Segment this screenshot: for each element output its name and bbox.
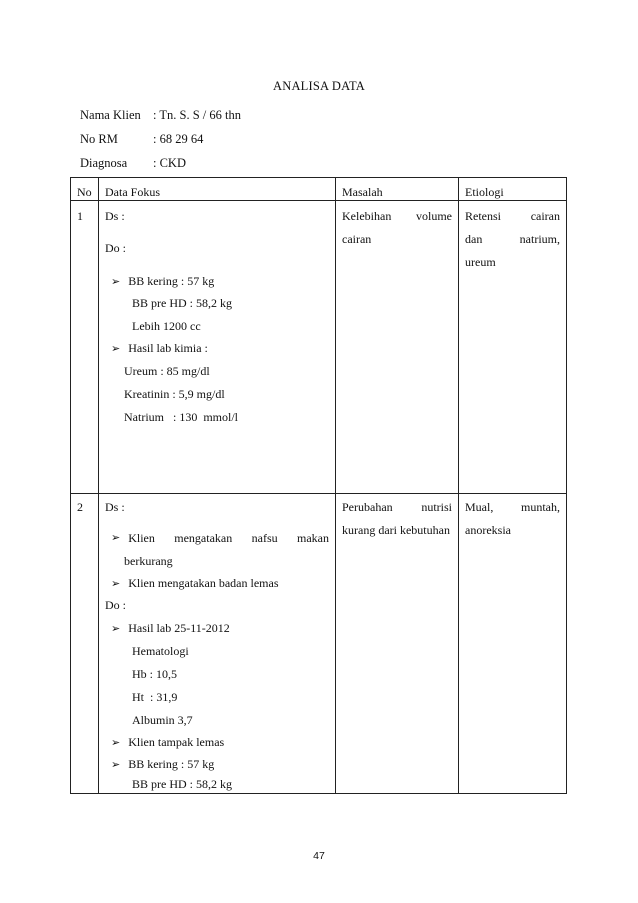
ds-label: Ds :	[105, 209, 125, 223]
etiologi-cell	[459, 201, 567, 494]
bullet-item: ➢ Klien tampak lemas	[111, 735, 224, 750]
detail-line: Hb : 10,5	[132, 667, 177, 681]
do-label: Do :	[105, 598, 126, 612]
masalah-line: cairan	[342, 232, 372, 246]
row-number-cell	[71, 201, 99, 494]
bullet-continuation: berkurang	[124, 554, 173, 568]
bullet-item: ➢ Hasil lab kimia :	[111, 341, 208, 356]
table-row	[71, 494, 567, 794]
lab-line: Ureum : 85 mg/dl	[124, 364, 210, 378]
table-row	[71, 201, 567, 494]
row-number: 1	[77, 209, 83, 223]
bullet-item: ➢ BB kering : 57 kg	[111, 757, 214, 772]
masalah-cell	[336, 201, 459, 494]
bullet-item: ➢ Hasil lab 25-11-2012	[111, 621, 230, 636]
info-no-rm	[80, 132, 203, 147]
header-etiologi: Etiologi	[459, 178, 567, 201]
info-value: : CKD	[153, 156, 186, 170]
detail-line: BB pre HD : 58,2 kg	[132, 296, 232, 310]
info-label: No RM	[80, 132, 118, 146]
data-fokus-cell	[99, 494, 336, 794]
header-masalah: Masalah	[336, 178, 459, 201]
do-label: Do :	[105, 241, 126, 255]
bullet-item: ➢ Klien mengatakan badan lemas	[111, 576, 279, 591]
header-data-fokus: Data Fokus	[99, 178, 336, 201]
detail-line: Ht : 31,9	[132, 690, 178, 704]
detail-line: Lebih 1200 cc	[132, 319, 201, 333]
masalah-line: Perubahan nutrisi	[342, 500, 452, 514]
header-no: No	[71, 178, 99, 201]
etiologi-cell	[459, 494, 567, 794]
analysis-table	[70, 177, 567, 794]
data-fokus-cell	[99, 201, 336, 494]
info-label: Diagnosa	[80, 156, 128, 170]
bullet-item: ➢ BB kering : 57 kg	[111, 274, 214, 289]
lab-line: Natrium : 130 mmol/l	[124, 410, 238, 424]
detail-line: BB pre HD : 58,2 kg	[132, 777, 232, 791]
detail-line: Hematologi	[132, 644, 189, 658]
etiologi-line: Retensi cairan	[465, 209, 560, 223]
info-value: : 68 29 64	[153, 132, 204, 146]
page-number: 47	[313, 850, 325, 862]
document-title: ANALISA DATA	[272, 79, 366, 93]
etiologi-line: anoreksia	[465, 523, 511, 537]
info-nama-klien	[80, 108, 241, 123]
table-header-row	[71, 178, 567, 201]
detail-line: Albumin 3,7	[132, 713, 193, 727]
masalah-line: kurang dari kebutuhan	[342, 523, 450, 537]
info-diagnosa	[80, 156, 186, 171]
etiologi-line: Mual, muntah,	[465, 500, 560, 514]
masalah-line: Kelebihan volume	[342, 209, 452, 223]
masalah-cell	[336, 494, 459, 794]
etiologi-line: ureum	[465, 255, 496, 269]
row-number-cell	[71, 494, 99, 794]
ds-label: Ds :	[105, 500, 125, 514]
row-number: 2	[77, 500, 83, 514]
etiologi-line: dan natrium,	[465, 232, 560, 246]
bullet-item: ➢ Klien mengatakan nafsu makan	[111, 531, 329, 546]
info-label: Nama Klien	[80, 108, 141, 122]
lab-line: Kreatinin : 5,9 mg/dl	[124, 387, 225, 401]
info-value: : Tn. S. S / 66 thn	[153, 108, 241, 122]
